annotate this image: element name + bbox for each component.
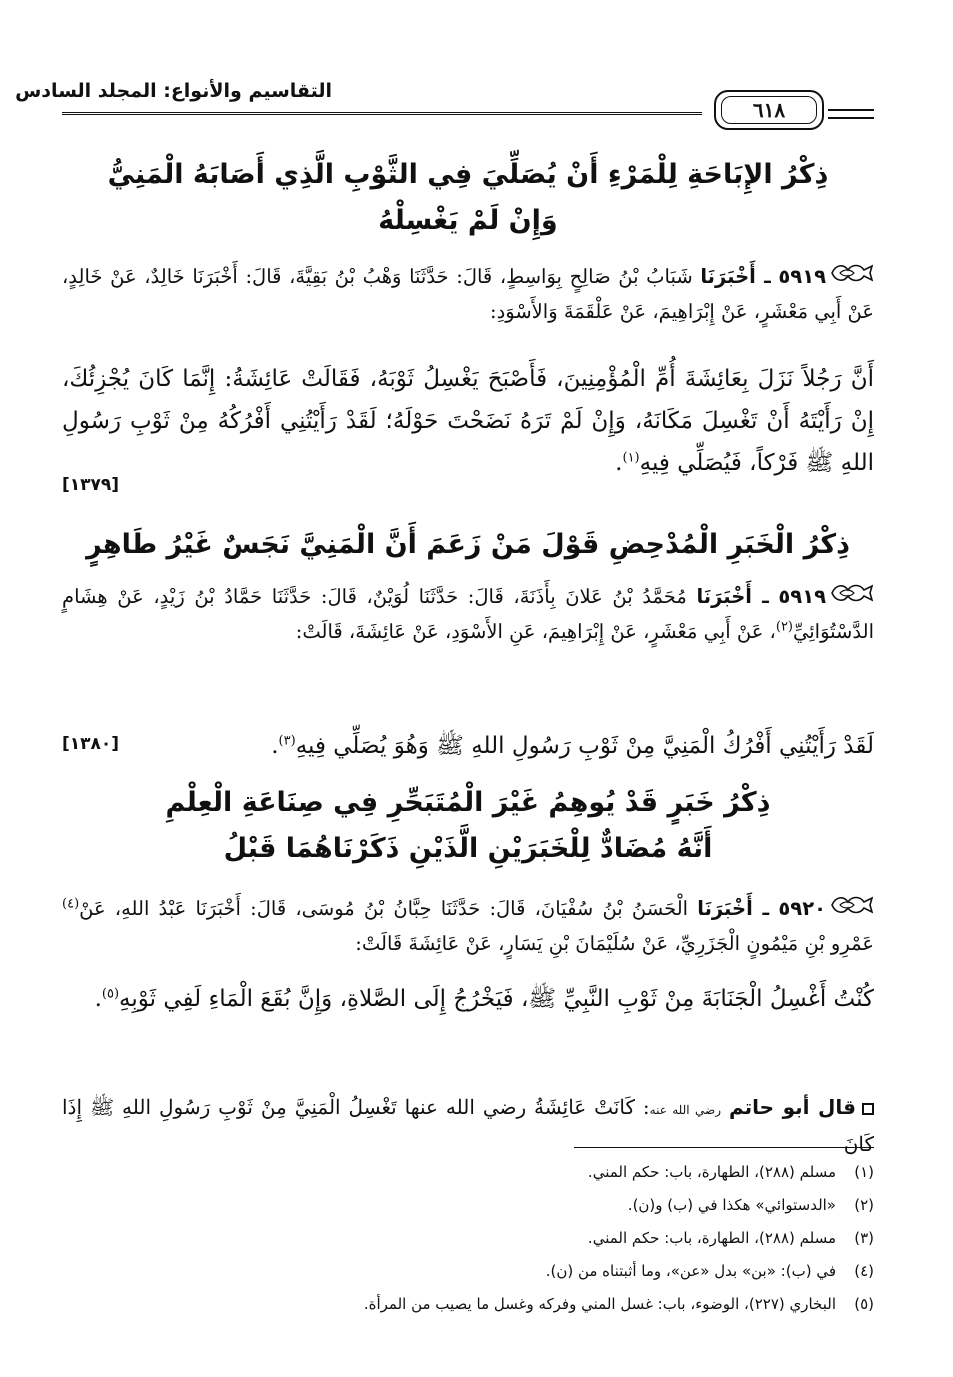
page-number-frame <box>714 90 824 130</box>
comment-square-icon <box>862 1103 874 1115</box>
matn-text: أَنَّ رَجُلاً نَزَلَ بِعَائِشَةَ أُمِّ الْمُؤْمِنِينَ، فَأَصْبَحَ يَغْسِلُ ثَوْبَهُ، فَقَالَتْ عَائِشَةُ: إِنَّمَا كَانَ يُجْزِئُكَ، إِنْ رَأَيْتَهُ أَنْ تَغْسِلَ مَكَانَهُ، وَإِنْ لَمْ تَرَهُ نَضَحْتَ حَوْلَهُ؛ لَقَدْ رَأَيْتُنِي أَفْرُكُهُ مِنْ ثَوْبِ رَسُولِ اللهِ ﷺ فَرْكاً، فَيُصَلِّي فِيهِ <box>62 366 874 476</box>
footnote-number: (٢) <box>854 1196 874 1214</box>
heading-line: ذِكْرُ الْخَبَرِ الْمُدْحِضِ قَوْلَ مَنْ زَعَمَ أَنَّ الْمَنِيَّ نَجَسٌ غَيْرُ طَاهِرٍ <box>86 529 850 560</box>
footnote-number: (٤) <box>854 1262 874 1280</box>
hadith-ornament-icon <box>830 261 874 295</box>
hadith-isnad-3: ٥٩٢٠ ـ أَخْبَرَنَا الْحَسَنُ بْنُ سُفْيَانَ، قَالَ: حَدَّثَنَا حِبَّانُ بْنُ مُوسَى، قَالَ: أَخْبَرَنَا عَبْدُ اللهِ، عَنْ$^{(٤)}$ عَمْرِو بْنِ مَيْمُونٍ الْجَزَرِيِّ، عَنْ سُلَيْمَانَ بْنِ يَسَارٍ، عَنْ عَائِشَةَ قَالَتْ: <box>62 892 874 961</box>
hadith-number: ٥٩١٩ <box>778 585 827 608</box>
footnote-text: البخاري (٢٢٧)، الوضوء، باب: غسل المني وفركه وغسل ما يصيب من المرأة. <box>363 1295 836 1313</box>
isnad-text: ، عَنْ أَبِي مَعْشَرٍ، عَنْ إِبْرَاهِيمَ، عَنِ الأَسْوَدِ، عَنْ عَائِشَةَ، قَالَتْ: <box>295 619 776 643</box>
footnote-text: مسلم (٢٨٨)، الطهارة، باب: حكم المني. <box>587 1163 836 1181</box>
heading-line: وَإِنْ لَمْ يَغْسِلْهُ <box>378 205 558 236</box>
isnad-text: عَمْرِو بْنِ مَيْمُونٍ الْجَزَرِيِّ، عَنْ سُلَيْمَانَ بْنِ يَسَارٍ، عَنْ عَائِشَةَ قَالَتْ: <box>355 931 874 955</box>
header-rule-right <box>828 109 874 119</box>
hadith-matn-3: كُنْتُ أَغْسِلُ الْجَنَابَةَ مِنْ ثَوْبِ النَّبِيِّ ﷺ، فَيَخْرُجُ إِلَى الصَّلاةِ، وَإِنَّ بُقَعَ الْمَاءِ لَفِي ثَوْبِهِ$^{(٥)}$. <box>94 986 874 1012</box>
matn-text: لَقَدْ رَأَيْتُنِي أَفْرُكُ الْمَنِيَّ مِنْ ثَوْبِ رَسُولِ اللهِ ﷺ وَهُوَ يُصَلِّي فِيهِ <box>295 733 874 759</box>
heading-line: ذِكْرُ الإِبَاحَةِ لِلْمَرْءِ أَنْ يُصَلِّيَ فِي الثَّوْبِ الَّذِي أَصَابَهُ الْمَنِيُّ <box>107 159 829 190</box>
footnote <box>62 1156 874 1189</box>
footnote-marker: (١) <box>622 450 640 466</box>
footnote-number: (١) <box>854 1163 874 1181</box>
section-heading-1 <box>62 152 874 244</box>
isnad-text: مُحَمَّدُ بْنُ عَلانَ بِأَذَنَةَ، قَالَ: حَدَّثَنَا لُوَيْنٌ، قَالَ: حَدَّثَنَا حَمَّادُ بْنُ زَيْدٍ، عَنْ هِشَامٍ الدَّسْتُوَائِيِّ <box>62 585 874 643</box>
hadith-isnad-1: ٥٩١٩ ـ أَخْبَرَنَا شَبَابُ بْنُ صَالِحٍ بِوَاسِطٍ، قَالَ: حَدَّثَنَا وَهْبُ بْنُ بَقِيَّةَ، قَالَ: أَخْبَرَنَا خَالِدٌ، عَنْ خَالِدٍ، عَنْ أَبِي مَعْشَرٍ، عَنْ إِبْرَاهِيمَ، عَنْ عَلْقَمَةَ وَالأَسْوَدِ: <box>62 260 874 329</box>
book-page <box>15 70 874 1330</box>
footnotes <box>62 1156 874 1321</box>
hadith-ornament-icon <box>830 581 874 615</box>
footnote-marker: (٤) <box>62 896 80 912</box>
hadith-matn-2: لَقَدْ رَأَيْتُنِي أَفْرُكُ الْمَنِيَّ مِنْ ثَوْبِ رَسُولِ اللهِ ﷺ وَهُوَ يُصَلِّي فِيهِ$^{(٣)}$. <box>271 733 874 759</box>
footnote-marker: (٣) <box>278 733 296 749</box>
reference-number: [١٣٧٩] <box>62 475 120 495</box>
section-heading-3 <box>62 780 874 872</box>
hadith-isnad-2: ٥٩١٩ ـ أَخْبَرَنَا مُحَمَّدُ بْنُ عَلانَ بِأَذَنَةَ، قَالَ: حَدَّثَنَا لُوَيْنٌ، قَالَ: حَدَّثَنَا حَمَّادُ بْنُ زَيْدٍ، عَنْ هِشَامٍ الدَّسْتُوَائِيِّ$^{(٢)}$، عَنْ أَبِي مَعْشَرٍ، عَنْ إِبْرَاهِيمَ، عَنِ الأَسْوَدِ، عَنْ عَائِشَةَ، قَالَتْ: <box>62 580 874 649</box>
isnad-text: الْحَسَنُ بْنُ سُفْيَانَ، قَالَ: حَدَّثَنَا حِبَّانُ بْنُ مُوسَى، قَالَ: أَخْبَرَنَا عَبْدُ اللهِ، عَنْ <box>79 897 689 920</box>
honorific: رضي الله عنه <box>649 1103 722 1117</box>
heading-line: ذِكْرُ خَبَرٍ قَدْ يُوهِمُ غَيْرَ الْمُتَبَحِّرِ فِي صِنَاعَةِ الْعِلْمِ <box>165 787 771 818</box>
hadith-number: ٥٩١٩ <box>778 265 827 288</box>
page-number: ٦١٨ <box>721 96 817 124</box>
matn-text: كُنْتُ أَغْسِلُ الْجَنَابَةَ مِنْ ثَوْبِ النَّبِيِّ ﷺ، فَيَخْرُجُ إِلَى الصَّلاةِ، وَإِنَّ بُقَعَ الْمَاءِ لَفِي ثَوْبِهِ <box>119 986 874 1012</box>
footnote-rule <box>574 1147 874 1148</box>
footnote <box>62 1255 874 1288</box>
running-title: التقاسيم والأنواع: المجلد السادس <box>15 80 332 102</box>
isnad-text: شَبَابُ بْنُ صَالِحٍ بِوَاسِطٍ، قَالَ: حَدَّثَنَا وَهْبُ بْنُ بَقِيَّةَ، قَالَ: أَخْبَرَنَا خَالِدٌ، عَنْ خَالِدٍ، عَنْ أَبِي مَعْشَرٍ، عَنْ إِبْرَاهِيمَ، عَنْ عَلْقَمَةَ وَالأَسْوَدِ: <box>62 265 874 323</box>
comment-qala: قال أبو حاتم <box>728 1095 857 1119</box>
footnote <box>62 1189 874 1222</box>
footnote-number: (٣) <box>854 1229 874 1247</box>
akhbarana-label: أَخْبَرَنَا <box>697 897 753 920</box>
abu-hatim-comment <box>62 1090 874 1161</box>
footnote <box>62 1288 874 1321</box>
comment-text: : كَانَتْ عَائِشَةُ رضي الله عنها تَغْسِلُ الْمَنِيَّ مِنْ ثَوْبِ رَسُولِ اللهِ ﷺ إِذَا كَانَ <box>62 1095 874 1156</box>
akhbarana-label: أَخْبَرَنَا <box>700 265 756 288</box>
reference-number: [١٣٨٠] <box>62 734 120 754</box>
hadith-ornament-icon <box>830 893 874 927</box>
heading-line: أَنَّهُ مُضَادٌّ لِلْخَبَرَيْنِ الَّذَيْنِ ذَكَرْنَاهُمَا قَبْلُ <box>223 833 713 864</box>
hadith-number: ٥٩٢٠ <box>778 897 826 920</box>
footnote-marker: (٥) <box>101 986 120 1002</box>
footnote-text: «الدستوائي» هكذا في (ب) و(ن). <box>627 1196 836 1214</box>
footnote-text: مسلم (٢٨٨)، الطهارة، باب: حكم المني. <box>587 1229 836 1247</box>
footnote-text: في (ب): «بن» بدل «عن»، وما أثبتناه من (ن). <box>545 1262 836 1280</box>
header-rule <box>62 112 702 115</box>
footnote <box>62 1222 874 1255</box>
section-heading-2 <box>62 522 874 568</box>
footnote-number: (٥) <box>854 1295 874 1313</box>
footnote-marker: (٢) <box>775 619 793 634</box>
akhbarana-label: أَخْبَرَنَا <box>696 585 752 608</box>
hadith-matn-1: أَنَّ رَجُلاً نَزَلَ بِعَائِشَةَ أُمِّ الْمُؤْمِنِينَ، فَأَصْبَحَ يَغْسِلُ ثَوْبَهُ، فَقَالَتْ عَائِشَةُ: إِنَّمَا كَانَ يُجْزِئُكَ، إِنْ رَأَيْتَهُ أَنْ تَغْسِلَ مَكَانَهُ، وَإِنْ لَمْ تَرَهُ نَضَحْتَ حَوْلَهُ؛ لَقَدْ رَأَيْتُنِي أَفْرُكُهُ مِنْ ثَوْبِ رَسُولِ اللهِ ﷺ فَرْكاً، فَيُصَلِّي فِيهِ$^{(١)}$. <box>62 366 874 476</box>
